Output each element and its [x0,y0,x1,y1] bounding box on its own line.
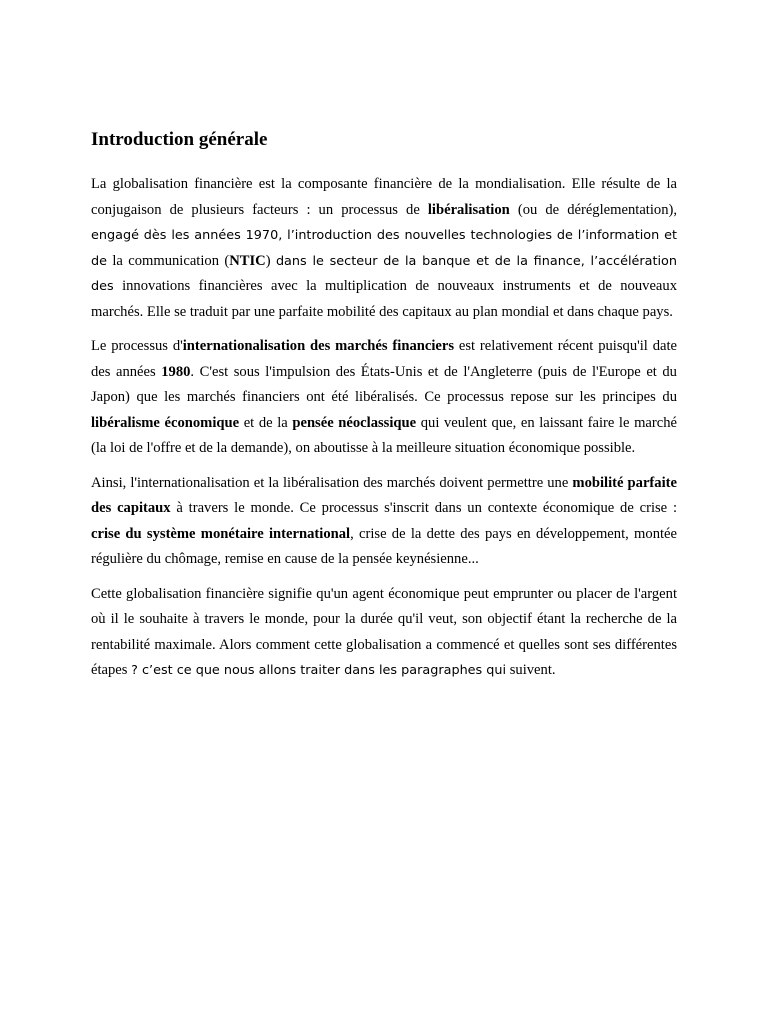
p1-text-6: dans le secteur de la banque et de la finance, l’accélération des [91,253,678,294]
p2-bold-pensee: pensée néoclassique [292,414,417,431]
p1-text-3: engagé dès les années 1970, l’introduction des nouvelles technologies de l’information et de [91,228,677,269]
p3-text-3: , crise de la dette des pays en développement, montée régulière du chômage, remise en cause de la pensée keynésienne... [91,525,678,567]
p2-text-4: et de la [239,414,293,431]
p2-bold-internationalisation: internationalisation des marchés financiers [182,338,455,354]
p1-bold-ntic: NTIC [229,252,266,269]
p2-text-2: est relativement récent puisqu'il date des années [91,338,678,380]
page-title: Introduction générale [91,129,268,150]
p1-text-7: innovations financières avec la multiplication de nouveaux instruments et de nouveaux marchés. Elle se traduit par une parfaite mobilité des capitaux au plan mondial et dans chaque pays. [91,278,677,320]
p1-bold-liberalisation: libéralisation [427,201,510,218]
p1-text-4: la communication ( [107,252,230,269]
p3-bold-mobilite: mobilité parfaite des capitaux [91,474,677,516]
paragraph-2 [91,334,677,462]
p2-text-3: . C'est sous l'impulsion des États-Unis et de l'Angleterre (puis de l'Europe et du Japon) que les marchés financiers ont été libéralisés. Ce processus repose sur les principes du [91,363,677,405]
paragraph-1 [91,172,677,325]
document-page [91,128,677,693]
p2-bold-1980: 1980 [161,363,191,380]
p2-bold-liberalisme: libéralisme économique [91,414,240,431]
p3-bold-crise: crise du système monétaire international [91,525,351,542]
p2-text-5: qui veulent que, en laissant faire le marché (la loi de l'offre et de la demande), on aboutisse à la meilleure situation économique possible. [91,414,678,456]
p4-text-3: suivent. [506,662,556,678]
paragraph-4 [91,582,677,684]
p1-text-5: ) [265,252,276,269]
p3-text-1: Ainsi, l'internationalisation et la libéralisation des marchés doivent permettre une [91,474,573,491]
p3-text-2: à travers le monde. Ce processus s'inscrit dans un contexte économique de crise : [170,500,677,516]
p4-text-1: Cette globalisation financière signifie qu'un agent économique peut emprunter ou placer de l'argent où il le souhaite à travers le monde, pour la durée qu'il veut, son objectif étant la recherche de la rentabilité maximale. Alors comment cette globalisation a commencé et quelles sont ses différentes étapes [91,585,677,678]
p1-text-1: La globalisation financière est la composante financière de la mondialisation. Elle résulte de la conjugaison de plusieurs facteurs : un processus de [91,176,677,218]
p1-text-2: (ou de déréglementation), [509,201,678,218]
p4-text-2: ? c’est ce que nous allons traiter dans les paragraphes qui [131,663,507,678]
p2-text-1: Le processus d' [91,338,183,354]
paragraph-3 [91,471,677,573]
